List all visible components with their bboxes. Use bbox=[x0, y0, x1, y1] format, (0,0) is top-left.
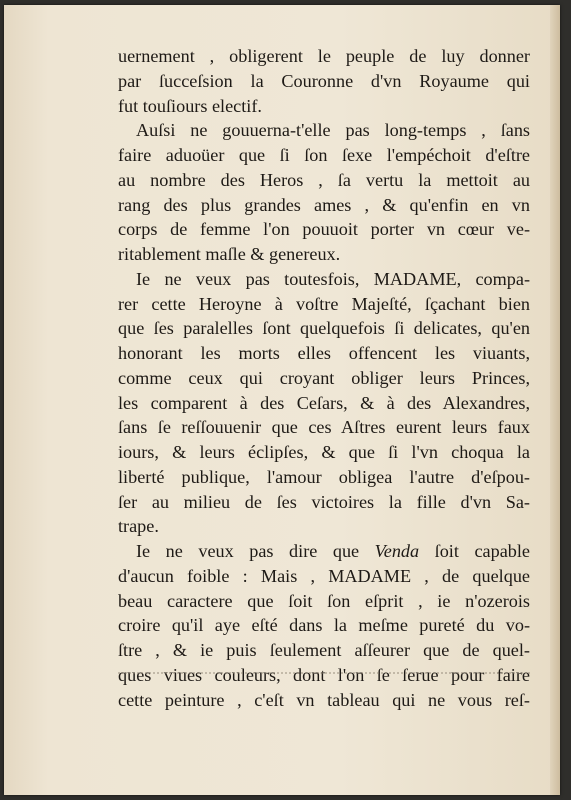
text-line: ritablement maſle & genereux. bbox=[118, 244, 341, 264]
text-line: au nombre des Heros , ſa vertu la mettoit au bbox=[118, 169, 530, 190]
text-line: honorant les morts elles offencent les viuants, bbox=[118, 343, 530, 363]
text-line: trape. bbox=[118, 516, 159, 537]
paragraph-3 bbox=[118, 267, 530, 539]
text-line: ſtre , & ie puis ſeulement aſſeurer que de quel- bbox=[118, 640, 530, 660]
text-line: beau caractere que ſoit ſon eſprit , ie n'ozerois bbox=[118, 590, 530, 611]
text-line: iours, & leurs éclipſes, & que ſi l'vn choqua la bbox=[118, 442, 530, 462]
paragraph-4 bbox=[118, 539, 530, 712]
page-edge bbox=[550, 5, 560, 795]
text-line: que ſes paralelles ſont quelquefois ſi delicates, qu'en bbox=[118, 318, 530, 339]
text-line: uernement , obligerent le peuple de luy donner bbox=[118, 46, 530, 66]
text-line: liberté publique, l'amour obligea l'autre d'eſpou- bbox=[118, 466, 530, 487]
text-line: cette peinture , c'eſt vn tableau qui ne vous reſ- bbox=[118, 689, 530, 710]
text-line: ques viues couleurs, dont l'on ſe ſerue pour faire bbox=[118, 664, 530, 685]
book-page bbox=[4, 5, 560, 795]
text-line: faire aduoüer que ſi ſon ſexe l'empéchoit d'eſtre bbox=[118, 145, 530, 165]
text-line: croire qu'il aye eſté dans la meſme pureté du vo- bbox=[118, 615, 530, 636]
paragraph-1 bbox=[118, 44, 530, 118]
paragraph-2 bbox=[118, 118, 530, 267]
text-line: Ie ne veux pas dire que Venda ſoit capable bbox=[136, 541, 530, 561]
text-line: par ſucceſsion la Couronne d'vn Royaume qui bbox=[118, 70, 530, 91]
text-line: Ie ne veux pas toutesfois, MADAME, compa- bbox=[136, 268, 530, 289]
text-line: ſans ſe reſſouuenir que ces Aſtres eurent leurs faux bbox=[118, 417, 530, 438]
text-line: Auſsi ne gouuerna-t'elle pas long-temps , ſans bbox=[136, 120, 530, 141]
text-line: corps de femme l'on pouuoit porter vn cœur ve- bbox=[118, 219, 530, 240]
text-line: rer cette Heroyne à voſtre Majeſté, ſçachant bien bbox=[118, 293, 530, 314]
text-line: d'aucun foible : Mais , MADAME , de quelque bbox=[118, 565, 530, 586]
text-line: comme ceux qui croyant obliger leurs Princes, bbox=[118, 367, 530, 388]
text-line: ſer au milieu de ſes victoires la fille d'vn Sa- bbox=[118, 491, 530, 512]
page-text bbox=[118, 44, 530, 712]
text-line: les comparent à des Ceſars, & à des Alexandres, bbox=[118, 392, 530, 413]
cut-off-line-remnant bbox=[118, 672, 530, 678]
italic-name: Venda bbox=[374, 541, 420, 561]
text-line: fut touſiours electif. bbox=[118, 95, 262, 116]
text-line: rang des plus grandes ames , & qu'enfin en vn bbox=[118, 194, 530, 215]
